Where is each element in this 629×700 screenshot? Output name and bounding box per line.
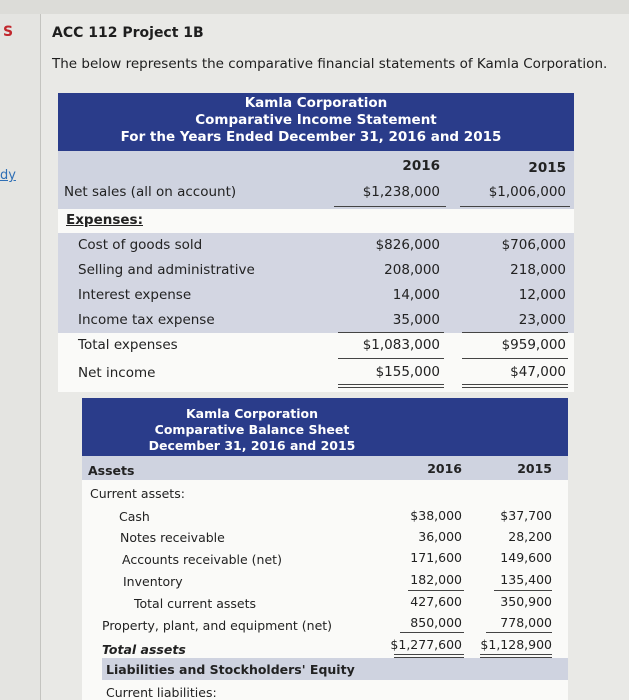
net-sales-label: Net sales (all on account) (64, 184, 237, 200)
expense-label: Income tax expense (78, 312, 215, 328)
asset-2015: $37,700 (500, 508, 552, 523)
asset-2016: 171,600 (410, 550, 462, 565)
rule (494, 590, 552, 591)
asset-2015: 135,400 (500, 572, 552, 587)
expense-2015: 218,000 (510, 262, 566, 278)
company-name: Kamla Corporation (185, 406, 319, 421)
net-income-label: Net income (78, 365, 156, 381)
balance-sheet (82, 398, 568, 700)
asset-2015: 28,200 (508, 529, 552, 544)
col-2016-header: 2016 (402, 158, 440, 174)
expense-2016: $826,000 (375, 237, 440, 253)
expense-label: Interest expense (78, 287, 192, 303)
ppe-2015: 778,000 (500, 615, 552, 630)
expense-2016: 14,000 (392, 287, 440, 303)
total-current-assets-label: Total current assets (134, 596, 257, 611)
ppe-label: Property, plant, and equipment (net) (102, 618, 333, 633)
company-name: Kamla Corporation (244, 95, 388, 111)
asset-label: Cash (119, 509, 150, 524)
left-link[interactable]: dy (0, 168, 16, 183)
net-sales-2015: $1,006,000 (488, 184, 566, 200)
expense-2015: $706,000 (501, 237, 566, 253)
left-marker: S (3, 24, 14, 40)
rule (462, 358, 568, 359)
asset-2016: 182,000 (410, 572, 462, 587)
col-2015-header: 2015 (517, 461, 552, 476)
gutter-divider (40, 14, 41, 700)
asset-2015: 149,600 (500, 550, 552, 565)
total-expenses-label: Total expenses (78, 337, 178, 353)
rule (486, 632, 552, 633)
net-sales-2016: $1,238,000 (362, 184, 440, 200)
rule (400, 632, 464, 633)
rule (462, 384, 568, 385)
statement-period: For the Years Ended December 31, 2016 and 2015 (120, 129, 502, 145)
income-statement (58, 93, 574, 392)
asset-label: Inventory (123, 574, 183, 589)
rule (462, 332, 568, 333)
total-current-assets-2016: 427,600 (410, 594, 462, 609)
asset-label: Accounts receivable (net) (122, 552, 282, 567)
current-assets-label: Current assets: (90, 486, 185, 501)
total-expenses-2016: $1,083,000 (362, 337, 440, 353)
top-bar (0, 0, 629, 14)
rule (338, 387, 444, 388)
col-2015-header: 2015 (528, 160, 566, 176)
expense-2015: 23,000 (518, 312, 566, 328)
expense-label: Cost of goods sold (78, 237, 203, 253)
asset-2016: 36,000 (418, 529, 462, 544)
rule (334, 206, 446, 207)
total-assets-2015: $1,128,900 (480, 637, 552, 652)
page-title: ACC 112 Project 1B (52, 25, 204, 41)
rule (338, 332, 444, 333)
left-gutter (0, 14, 40, 700)
ppe-2016: 850,000 (410, 615, 462, 630)
net-income-2015: $47,000 (510, 364, 566, 380)
expense-2016: 208,000 (384, 262, 440, 278)
rule (394, 654, 464, 655)
asset-2016: $38,000 (410, 508, 462, 523)
statement-name: Comparative Balance Sheet (154, 422, 350, 437)
col-2016-header: 2016 (427, 461, 462, 476)
expenses-label: Expenses: (66, 212, 143, 228)
asset-label: Notes receivable (120, 530, 225, 545)
income-statement-header (58, 93, 574, 151)
liabilities-label: Liabilities and Stockholders' Equity (106, 662, 355, 677)
total-expenses-2015: $959,000 (501, 337, 566, 353)
rule (480, 654, 552, 655)
expense-2015: 12,000 (518, 287, 566, 303)
expense-label: Selling and administrative (78, 262, 255, 278)
rule (408, 590, 464, 591)
rule (338, 358, 444, 359)
expense-2016: 35,000 (392, 312, 440, 328)
current-liabilities-label: Current liabilities: (106, 685, 217, 700)
statement-date: December 31, 2016 and 2015 (148, 438, 356, 453)
total-assets-2016: $1,277,600 (390, 637, 462, 652)
total-current-assets-2015: 350,900 (500, 594, 552, 609)
statement-name: Comparative Income Statement (195, 112, 437, 128)
total-assets-label: Total assets (102, 642, 186, 657)
assets-label: Assets (88, 463, 135, 478)
rule (462, 387, 568, 388)
rule (338, 384, 444, 385)
page-subtitle: The below represents the comparative financial statements of Kamla Corporation. (52, 56, 608, 72)
balance-sheet-header (82, 398, 568, 456)
net-income-2016: $155,000 (375, 364, 440, 380)
rule (460, 206, 570, 207)
